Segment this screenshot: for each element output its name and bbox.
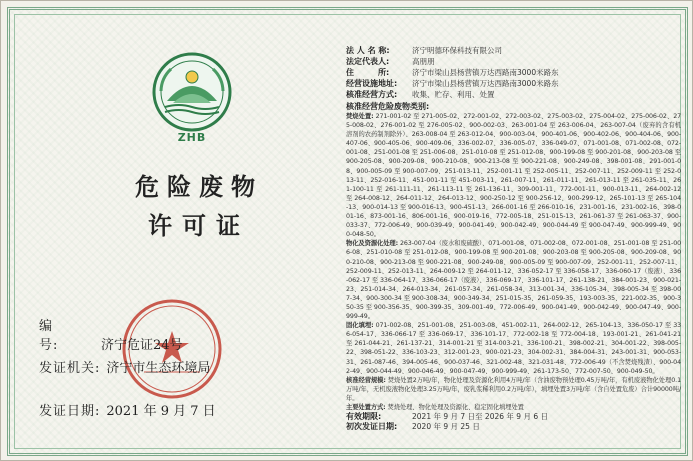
company-label: 法 人 名 称: [346, 46, 390, 55]
landfill-label: 固化填埋: [346, 322, 374, 330]
company-value: 济宁明德环保科技有限公司 [412, 46, 502, 55]
certificate-subtitle: 许可证 [148, 211, 250, 240]
validity-row [346, 412, 681, 422]
facility-address-label: 经营设施地址: [346, 79, 398, 88]
emblem-label: ZHB [177, 131, 207, 144]
main-disposal-label: 主要处置方式: [346, 404, 386, 411]
address-value: 济宁市梁山县杨营镇万达西路南3000米路东 [412, 68, 559, 77]
first-issue-row [346, 422, 681, 432]
landfill-section [346, 321, 681, 376]
operation-mode-row [346, 89, 681, 100]
license-details [346, 45, 681, 432]
issue-date-value: 2021 年 9 月 7 日 [106, 404, 216, 419]
representative-value: 高朋朋 [412, 57, 435, 66]
validity-label: 有效期限: [346, 412, 382, 422]
physicochemical-label: 物化及资源化处理: [346, 240, 399, 248]
operation-mode-label: 核准经营方式: [346, 90, 398, 99]
representative-label: 法定代表人: [346, 57, 390, 66]
incineration-codes: 271-001-02 至 271-005-02、272-001-02、272-003-02、275-003-02、275-004-02、275-006-02、275-008-02、276-001-02 至 276-005-02、900-002-03、263-001-04 至 263-006-04、263-007-04（废弃的含有机溶剂的农药制剂除外）、263-008-04 至 263-012-04、900-003-04、900-401-06、900-402-06、900-404-06、900-407-06、900-405-06、900-409-06、336-002-07、336-005-07、336-049-07、071-001-08、071-002-08、072-001-08、251-001-08 至 251-006-08、251-010-08 至 251-012-08、900-199-08 至 900-201-08、900-203-08 至 900-205-08、900-209-08、900-210-08、900-213-08 至 900-221-08、900-249-08、398-001-08、291-001-08、900-005-09 至 900-007-09、251-013-11、252-001-11 至 252-005-11、252-007-11、252-009-11 至 252-013-11、252-016-11、451-001-11 至 451-003-11、261-007-11、261-011-11、261-013-11 至 261-035-11、261-100-11 至 261-111-11、261-113-11 至 261-136-11、309-001-11、772-001-11、900-013-11、264-002-12 至 264-008-12、264-011-12、264-013-12、900-250-12 至 900-256-12、900-299-12、265-101-13 至 265-104-13、900-014-13 至 900-016-13、900-451-13、266-001-16 至 266-010-16、231-001-16、231-002-16、398-001-16、873-001-16、806-001-16、900-019-16、772-005-18、251-015-13、261-061-37 至 261-063-37、900-033-37、772-006-49、900-039-49、900-041-49、900-042-49、900-044-49 至 900-047-49、900-999-49、900-048-50。 [346, 113, 682, 239]
main-disposal-section [346, 403, 681, 412]
license-number-label: 编 号: [39, 319, 82, 353]
issuer-row [39, 357, 210, 376]
issuer-label: 发证机关: [39, 361, 101, 376]
issuer-value: 济宁市生态环境局 [106, 361, 211, 376]
license-number-row [39, 315, 183, 353]
incineration-section [346, 112, 681, 239]
license-number-value: 济宁危证24号 [101, 338, 183, 353]
facility-address-row [346, 78, 681, 89]
waste-category-heading: 核准经营危险废物类别: [346, 102, 430, 111]
representative-row [346, 56, 681, 67]
physicochemical-section [346, 239, 681, 321]
physicochemical-codes: 263-007-04（废水和废硫酸）、071-001-08、071-002-08、072-001-08、251-001-08 至 251-006-08、251-010-08 至 251-012-08、900-199-08 至 900-201-08、900-203-08 至 900-205-08、900-209-08、900-210-08、900-213-08 至 900-221-08、900-249-08、900-005-09 至 900-007-09、252-001-11、252-007-11、252-009-11、252-013-11、264-009-12 至 264-011-12、336-052-17 至 336-058-17、336-060-17（废液）、336-062-17 至 336-064-17、336-066-17（废液）、336-069-17、336-101-17、261-138-21、384-001-23、900-021-23、251-014-34、264-013-34、261-057-34、261-058-34、313-001-34、336-105-34、398-005-34 至 398-007-34、900-300-34 至 900-308-34、900-349-34、251-015-35、261-059-35、193-003-35、221-002-35、900-350-35 至 900-356-35、900-399-35、309-001-49、772-006-49、900-041-49、900-042-49、900-047-49、900-999-49。 [346, 240, 682, 321]
capacity-section [346, 376, 681, 403]
environmental-protection-emblem-icon [151, 51, 233, 133]
capacity-label: 核准经营规模: [346, 376, 386, 384]
issue-date-row [39, 400, 216, 419]
certificate-title: 危险废物 [135, 172, 263, 201]
landfill-codes: 071-002-08、251-001-08、251-003-08、451-002-11、264-002-12、265-104-13、336-050-17 至 336-054-17、336-066-17 至 336-069-17、336-101-17、772-002-18 至 772-004-18、193-001-21、261-041-21 至 261-044-21、261-137-21、314-001-21 至 314-003-21、336-100-21、398-002-21、304-001-22、398-005-22、398-051-22、336-103-23、312-001-23、900-021-23、304-002-31、384-004-31、243-001-31、900-053-31、261-087-46、394-005-46、900-037-46、321-002-48、321-031-48、772-006-49（不含焚烧残渣）、900-042-49、900-044-49、900-046-49、900-047-49、900-999-49、261-173-50、772-007-50、900-049-50。 [346, 322, 682, 375]
address-label: 住 所: [346, 68, 390, 77]
facility-address-value: 济宁市梁山县杨营镇万达西路南3000米路东 [412, 79, 559, 88]
validity-value: 2021 年 9 月 7 日至 2026 年 9 月 6 日 [412, 412, 548, 422]
first-issue-label: 初次发证日期: [346, 422, 398, 432]
company-row [346, 45, 681, 56]
incineration-label: 焚烧处置: [346, 113, 374, 120]
operation-mode-value: 收集、贮存、利用、处置 [412, 90, 495, 99]
validity-section [346, 412, 681, 432]
first-issue-value: 2020 年 9 月 25 日 [412, 422, 480, 432]
issue-date-label: 发证日期: [39, 404, 101, 419]
address-row [346, 67, 681, 78]
capacity-value: 焚烧处置2万吨/年，物化处理及资源化利用4万吨/年（含油废物预处理0.45万吨/年，有机废液物化处理0.1万吨/年，无机废液物化处理3.25万吨/年，废乳浆稀利用0.2万吨/年），填埋处置3万吨/年（含自处置危废）合计90000吨/年。 [346, 376, 681, 402]
main-disposal-value: 焚烧处理、物化处理及资源化、稳定固化填埋处置 [387, 404, 524, 411]
